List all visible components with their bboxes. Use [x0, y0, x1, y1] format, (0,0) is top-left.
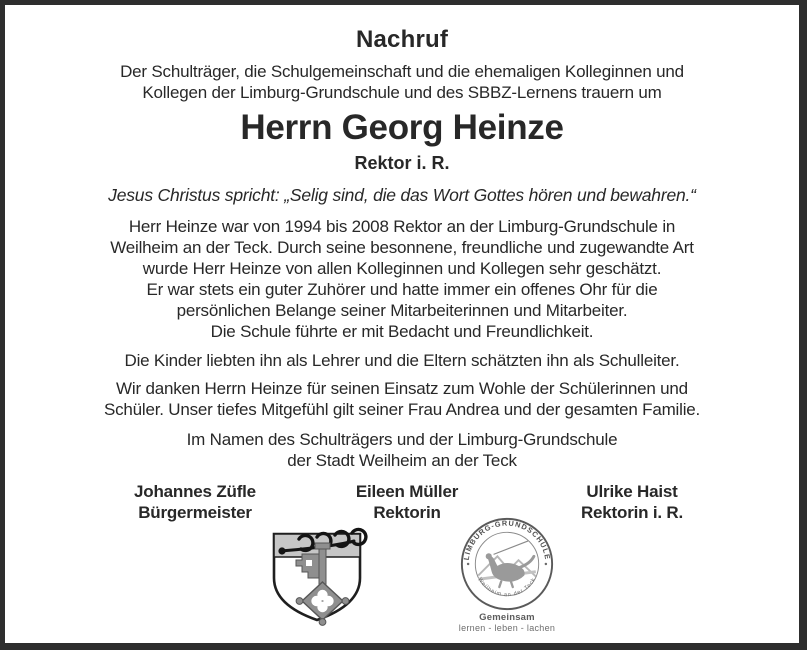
signatory-name: Ulrike Haist	[586, 482, 678, 501]
paragraph-line: Die Schule führte er mit Bedacht und Freundlichkeit.	[210, 322, 594, 341]
paragraph-children	[5, 350, 799, 371]
signatory-name: Eileen Müller	[355, 482, 459, 501]
seal-motto-sub: lernen - leben - lachen	[458, 623, 556, 633]
intro-text	[5, 61, 799, 103]
signatory-buergermeister	[95, 482, 295, 523]
paragraph-career	[5, 216, 799, 342]
coat-of-arms-weilheim-icon	[266, 526, 368, 628]
paragraph-line: der Stadt Weilheim an der Teck	[287, 451, 517, 470]
intro-line: Der Schulträger, die Schulgemeinschaft und die ehemaligen Kolleginnen und	[120, 62, 684, 81]
school-seal-icon	[459, 516, 555, 612]
notice-title: Nachruf	[355, 26, 449, 53]
signatory-name: Johannes Züfle	[134, 482, 256, 501]
paragraph-line: persönlichen Belange seiner Mitarbeiterinnen und Mitarbeiter.	[176, 301, 628, 320]
paragraph-line: Wir danken Herrn Heinze für seinen Einsatz zum Wohle der Schülerinnen und	[116, 379, 688, 398]
paragraph-line: Im Namen des Schulträgers und der Limburg-Grundschule	[186, 430, 618, 449]
signatory-role: Bürgermeister	[138, 502, 252, 522]
school-seal-block	[447, 516, 567, 633]
paragraph-line: Schüler. Unser tiefes Mitgefühl gilt seiner Frau Andrea und der gesamten Familie.	[103, 400, 701, 419]
scripture-quote: Jesus Christus spricht: „Selig sind, die das Wort Gottes hören und bewahren.“	[108, 185, 696, 205]
paragraph-on-behalf	[5, 429, 799, 471]
seal-motto-title: Gemeinsam	[479, 612, 535, 623]
deceased-title: Rektor i. R.	[354, 153, 450, 173]
paragraph-line: Er war stets ein guter Zuhörer und hatte immer ein offenes Ohr für die	[146, 280, 658, 299]
paragraph-line: wurde Herr Heinze von allen Kolleginnen und Kollegen sehr geschätzt.	[142, 259, 662, 278]
paragraph-line: Die Kinder liebten ihn als Lehrer und die Eltern schätzten ihn als Schulleiter.	[124, 351, 680, 370]
seal-arc-top-text: LIMBURG-GRUNDSCHULE	[461, 518, 553, 561]
paragraph-line: Weilheim an der Teck. Durch seine besonnene, freundliche und zugewandte Art	[110, 238, 694, 257]
deceased-name: Herrn Georg Heinze	[240, 108, 564, 147]
signatory-role: Rektorin	[373, 502, 441, 522]
intro-line: Kollegen der Limburg-Grundschule und des SBBZ-Lernens trauern um	[142, 83, 662, 102]
seal-arc-bottom-text: Weilheim an der Teck	[476, 576, 538, 599]
svg-text:LIMBURG-GRUNDSCHULE	[462, 519, 552, 561]
paragraph-thanks	[5, 378, 799, 420]
paragraph-line: Herr Heinze war von 1994 bis 2008 Rektor an der Limburg-Grundschule in	[128, 217, 676, 236]
signatory-role: Rektorin i. R.	[580, 502, 684, 522]
